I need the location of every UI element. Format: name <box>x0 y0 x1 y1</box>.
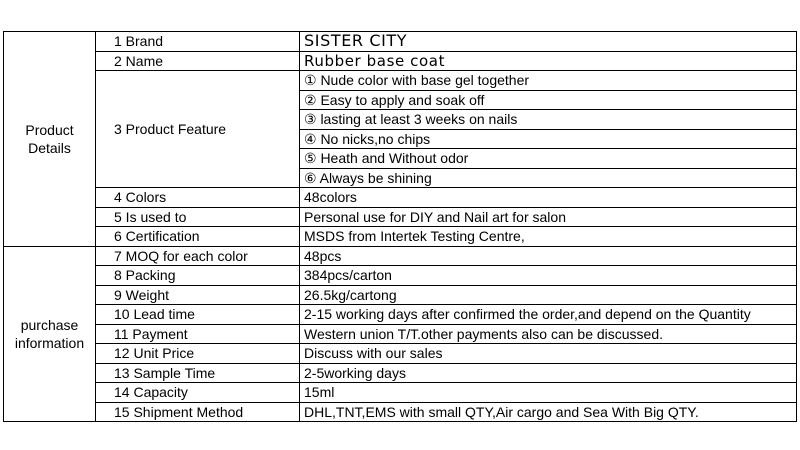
table-row <box>4 285 797 305</box>
feature-value-2: ② Easy to apply and soak off <box>300 90 797 110</box>
section-label-product-details: Product Details <box>4 32 96 247</box>
table-row <box>4 402 797 422</box>
feature-value-6: ⑥ Always be shining <box>300 168 797 188</box>
row-label-unit-price: 12 Unit Price <box>96 344 300 364</box>
row-label-certification: 6 Certification <box>96 227 300 247</box>
table-row <box>4 324 797 344</box>
table-row <box>4 383 797 403</box>
row-value-payment: Western union T/T.other payments also can be discussed. <box>300 324 797 344</box>
table-row <box>4 227 797 247</box>
row-value-capacity: 15ml <box>300 383 797 403</box>
row-value-moq: 48pcs <box>300 246 797 266</box>
table-row <box>4 344 797 364</box>
section-label-purchase-information: purchase information <box>4 246 96 422</box>
row-value-colors: 48colors <box>300 188 797 208</box>
row-label-moq: 7 MOQ for each color <box>96 246 300 266</box>
feature-value-4: ④ No nicks,no chips <box>300 129 797 149</box>
row-value-name: Rubber base coat <box>300 51 797 71</box>
feature-value-5: ⑤ Heath and Without odor <box>300 149 797 169</box>
row-label-shipment-method: 15 Shipment Method <box>96 402 300 422</box>
row-label-capacity: 14 Capacity <box>96 383 300 403</box>
row-label-payment: 11 Payment <box>96 324 300 344</box>
row-label-sample-time: 13 Sample Time <box>96 363 300 383</box>
row-value-packing: 384pcs/carton <box>300 266 797 286</box>
row-value-brand: SISTER CITY <box>300 32 797 52</box>
table-row <box>4 266 797 286</box>
table-row <box>4 363 797 383</box>
row-label-product-feature: 3 Product Feature <box>96 71 300 188</box>
row-label-brand: 1 Brand <box>96 32 300 52</box>
row-value-shipment-method: DHL,TNT,EMS with small QTY,Air cargo and Sea With Big QTY. <box>300 402 797 422</box>
row-value-certification: MSDS from Intertek Testing Centre, <box>300 227 797 247</box>
table-row <box>4 305 797 325</box>
row-value-used-to: Personal use for DIY and Nail art for salon <box>300 207 797 227</box>
table-row <box>4 246 797 266</box>
feature-value-1: ① Nude color with base gel together <box>300 71 797 91</box>
row-label-lead-time: 10 Lead time <box>96 305 300 325</box>
table-row <box>4 207 797 227</box>
table-row <box>4 51 797 71</box>
row-label-name: 2 Name <box>96 51 300 71</box>
feature-value-3: ③ lasting at least 3 weeks on nails <box>300 110 797 130</box>
table-row <box>4 32 797 52</box>
table-row <box>4 188 797 208</box>
row-value-weight: 26.5kg/cartong <box>300 285 797 305</box>
row-label-used-to: 5 Is used to <box>96 207 300 227</box>
row-label-weight: 9 Weight <box>96 285 300 305</box>
spec-table <box>3 31 797 422</box>
row-label-colors: 4 Colors <box>96 188 300 208</box>
row-value-sample-time: 2-5working days <box>300 363 797 383</box>
row-label-packing: 8 Packing <box>96 266 300 286</box>
row-value-unit-price: Discuss with our sales <box>300 344 797 364</box>
row-value-lead-time: 2-15 working days after confirmed the order,and depend on the Quantity <box>300 305 797 325</box>
table-row <box>4 71 797 91</box>
